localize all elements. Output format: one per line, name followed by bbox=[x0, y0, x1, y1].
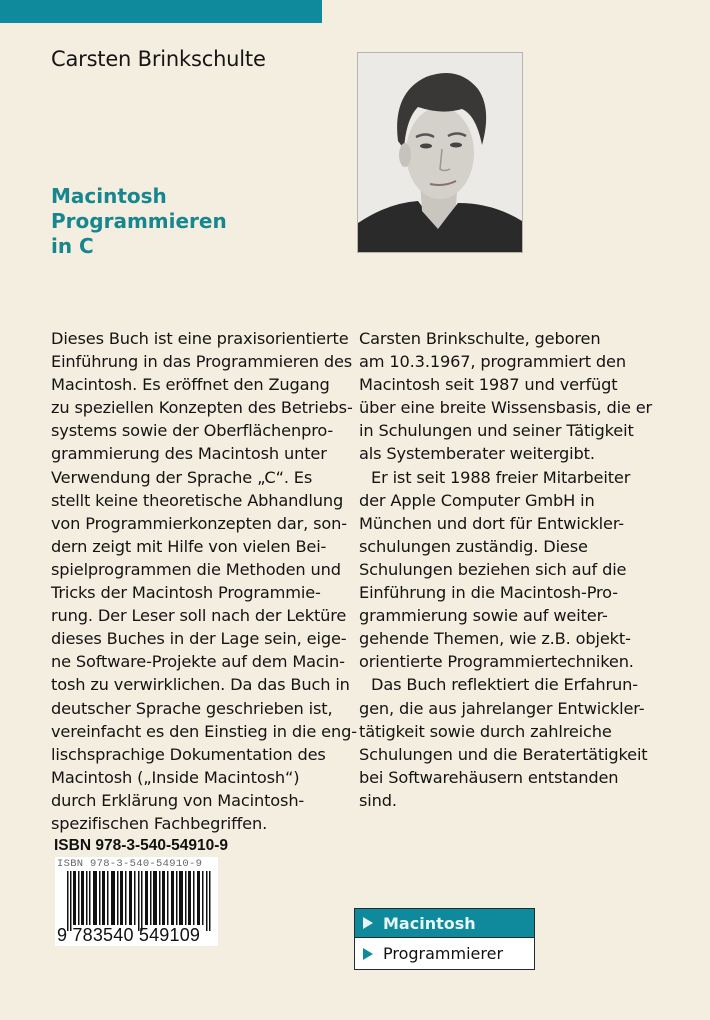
isbn-label: ISBN 978-3-540-54910-9 bbox=[54, 837, 229, 854]
bio-line: gen, die aus jahrelanger Entwickler- bbox=[359, 698, 645, 718]
bio-line: am 10.3.1967, programmiert den bbox=[359, 352, 626, 372]
description-line: ne Software-Projekte auf dem Macin- bbox=[51, 652, 345, 672]
title-line: Macintosh bbox=[51, 184, 167, 208]
bio-line: München und dort für Entwickler- bbox=[359, 513, 624, 533]
series-item-programmierer bbox=[355, 938, 534, 969]
description-line: Macintosh („Inside Macintosh“) bbox=[51, 767, 300, 787]
bio-line: tätigkeit sowie durch zahlreiche bbox=[359, 721, 612, 741]
barcode-bars-icon bbox=[67, 871, 213, 931]
description-line: spielprogrammen die Methoden und bbox=[51, 559, 341, 579]
bio-line: bei Softwarehäusern entstanden bbox=[359, 767, 619, 787]
bio-line: als Systemberater weitergibt. bbox=[359, 444, 595, 464]
bio-line: Einführung in die Macintosh-Pro- bbox=[359, 583, 618, 603]
bio-line: der Apple Computer GmbH in bbox=[359, 490, 595, 510]
series-item-macintosh bbox=[355, 909, 534, 938]
description-line: von Programmierkonzepten dar, son- bbox=[51, 513, 347, 533]
series-item-label: Programmierer bbox=[383, 944, 504, 963]
title-line: in C bbox=[51, 234, 94, 258]
title-line: Programmieren bbox=[51, 209, 227, 233]
bio-line: gehende Themen, wie z.B. objekt- bbox=[359, 629, 631, 649]
bio-line: Carsten Brinkschulte, geboren bbox=[359, 329, 601, 348]
description-line: grammierung des Macintosh unter bbox=[51, 444, 327, 464]
description-line: Tricks der Macintosh Programmie- bbox=[51, 583, 321, 603]
description-line: dern zeigt mit Hilfe von vielen Bei- bbox=[51, 536, 327, 556]
description-line: lischsprachige Dokumentation des bbox=[51, 744, 326, 764]
bio-line: Er ist seit 1988 freier Mitarbeiter bbox=[371, 467, 631, 487]
description-line: durch Erklärung von Macintosh- bbox=[51, 790, 305, 810]
description-line: deutscher Sprache geschrieben ist, bbox=[51, 698, 333, 718]
bio-line: schulungen zuständig. Diese bbox=[359, 536, 588, 556]
book-title bbox=[51, 184, 227, 259]
description-line: stellt keine theoretische Abhandlung bbox=[51, 490, 344, 510]
barcode-top-text: ISBN 978-3-540-54910-9 bbox=[57, 858, 203, 870]
triangle-right-icon bbox=[363, 917, 373, 929]
description-line: Macintosh. Es eröffnet den Zugang bbox=[51, 375, 330, 395]
bio-line: grammierung sowie auf weiter- bbox=[359, 606, 608, 626]
author-portrait-icon bbox=[358, 53, 522, 252]
series-badge bbox=[354, 908, 535, 970]
top-accent-bar bbox=[0, 0, 322, 23]
description-line: tosh zu verwirklichen. Da das Buch in bbox=[51, 675, 350, 695]
description-line: rung. Der Leser soll nach der Lektüre bbox=[51, 606, 347, 626]
description-line: Dieses Buch ist eine praxisorientierte bbox=[51, 329, 349, 348]
author-photo bbox=[357, 52, 523, 253]
description-line: dieses Buches in der Lage sein, eige- bbox=[51, 629, 347, 649]
bio-line: Das Buch reflektiert die Erfahrun- bbox=[371, 675, 638, 695]
description-line: vereinfacht es den Einstieg in die eng- bbox=[51, 721, 357, 741]
barcode-number: 9 783540 549109 bbox=[57, 925, 201, 945]
triangle-right-icon bbox=[363, 948, 373, 960]
bio-line: orientierte Programmiertechniken. bbox=[359, 652, 634, 672]
bio-line: sind. bbox=[359, 790, 397, 810]
bio-line: Macintosh seit 1987 und verfügt bbox=[359, 375, 618, 395]
isbn-barcode bbox=[55, 857, 218, 946]
description-line: spezifischen Fachbegriffen. bbox=[51, 813, 268, 833]
author-bio bbox=[359, 327, 679, 812]
bio-line: Schulungen beziehen sich auf die bbox=[359, 559, 627, 579]
description-line: Verwendung der Sprache „C“. Es bbox=[51, 467, 313, 487]
bio-line: Schulungen und die Beratertätigkeit bbox=[359, 744, 648, 764]
description-line: systems sowie der Oberflächenpro- bbox=[51, 421, 334, 441]
bio-line: über eine breite Wissensbasis, die er bbox=[359, 398, 653, 418]
series-item-label: Macintosh bbox=[383, 913, 476, 933]
book-description bbox=[51, 327, 357, 835]
description-line: zu speziellen Konzepten des Betriebs- bbox=[51, 398, 353, 418]
author-name: Carsten Brinkschulte bbox=[51, 47, 266, 71]
bio-line: in Schulungen und seiner Tätigkeit bbox=[359, 421, 634, 441]
description-line: Einführung in das Programmieren des bbox=[51, 352, 353, 372]
